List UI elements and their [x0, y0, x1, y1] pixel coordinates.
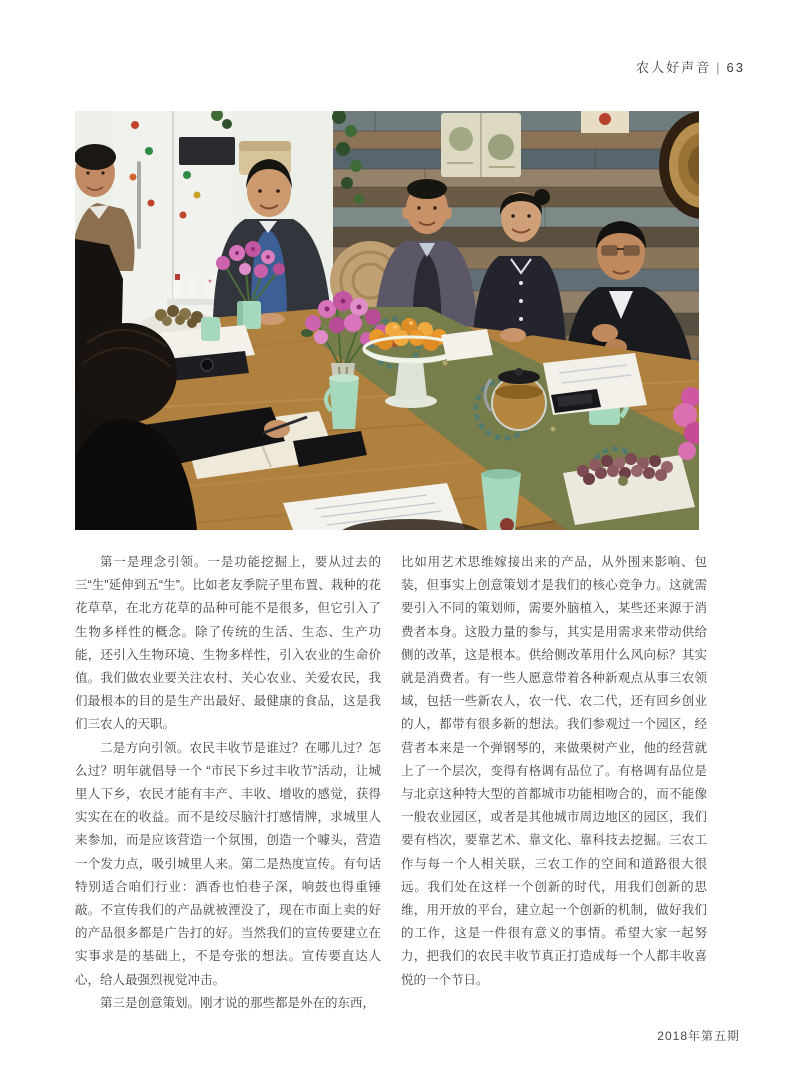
meeting-photo-illustration: [75, 111, 699, 530]
page-footer: [657, 1027, 740, 1044]
footer-issue: 2018年第五期: [657, 1029, 740, 1043]
header-section-title: 农人好声音: [636, 60, 712, 75]
header-separator: |: [716, 60, 722, 75]
text-column-right: [401, 551, 707, 1015]
article-body: [75, 551, 707, 1015]
header-page-number: 63: [726, 60, 745, 75]
paragraph-3-continued: 比如用艺术思维嫁接出来的产品，从外围来影响、包装，但事实上创意策划才是我们的核心竞争力。这就需要引入不同的策划师，需要外脑植入，某些还来源于消费者本身。这股力量的参与，其实是用需求来带动供给侧的改革，这是根本。供给侧改革用什么风向标？其实就是消费者。有一些人愿意带着各种新观点从事三农领域，包括一些新农人，农一代、农二代，还有回乡创业的人，都带有很多新的想法。我们参观过一个园区，经营者本来是一个弹钢琴的，来做栗树产业，他的经营就上了一个层次，变得有格调有品位了。有格调有品位是与北京这种特大型的首都城市功能相吻合的，而不能像一般农业园区，或者是其他城市周边地区的园区，我们要有档次，要靠艺术、靠文化、靠科技去挖掘。三农工作与每一个人相关联，三农工作的空间和道路很大很远。我们处在这样一个创新的时代，用我们创新的思维，用开放的平台，建立起一个创新的机制，做好我们的工作，这是一件很有意义的事情。希望大家一起努力，把我们的农民丰收节真正打造成每一个人都丰收喜悦的一个节日。: [401, 555, 707, 987]
paragraph-2: 二是方向引领。农民丰收节是谁过？在哪儿过？怎么过？明年就倡导一个 “市民下乡过丰收节”活动，让城里人下乡，农民才能有丰产、丰收、增收的感觉，获得实实在在的收益。而不是绞尽脑汁打感情牌，求城里人来参加，而是应该营造一个氛围，创造一个噱头，营造一个发力点，吸引城里人来。第二是热度宣传。有句话特别适合咱们行业：酒香也怕巷子深，响鼓也得重锤敲。不宣传我们的产品就被湮没了，现在市面上卖的好的产品很多都是广告打的好。当然我们的宣传要建立在实事求是的基础上，不是夸张的想法。宣传要直达人心，给人最强烈视觉冲击。: [75, 740, 381, 987]
open-book-wall-art: [441, 113, 521, 177]
article-photo: [75, 111, 699, 530]
wall-card-art: [581, 111, 629, 133]
paragraph-3: 第三是创意策划。刚才说的那些都是外在的东西，: [100, 995, 376, 1010]
paragraph-1: 第一是理念引领。一是功能挖掘上，要从过去的三“生”延伸到五“生”。比如老友季院子里布置、栽种的花花草草，在北方花草的品种可能不是很多，但它引入了生物多样性的概念。除了传统的生活、生态、生产功能，还引入生物环境、生物多样性，引入农业的生命价值。我们做农业要关注农村、关心农业、关爱农民，我们最根本的目的是生产出最好、最健康的食品，这是我们三农人的天职。: [75, 555, 381, 732]
page-header: [636, 57, 745, 76]
text-column-left: [75, 551, 381, 1015]
notepad-and-phone: [543, 353, 647, 415]
